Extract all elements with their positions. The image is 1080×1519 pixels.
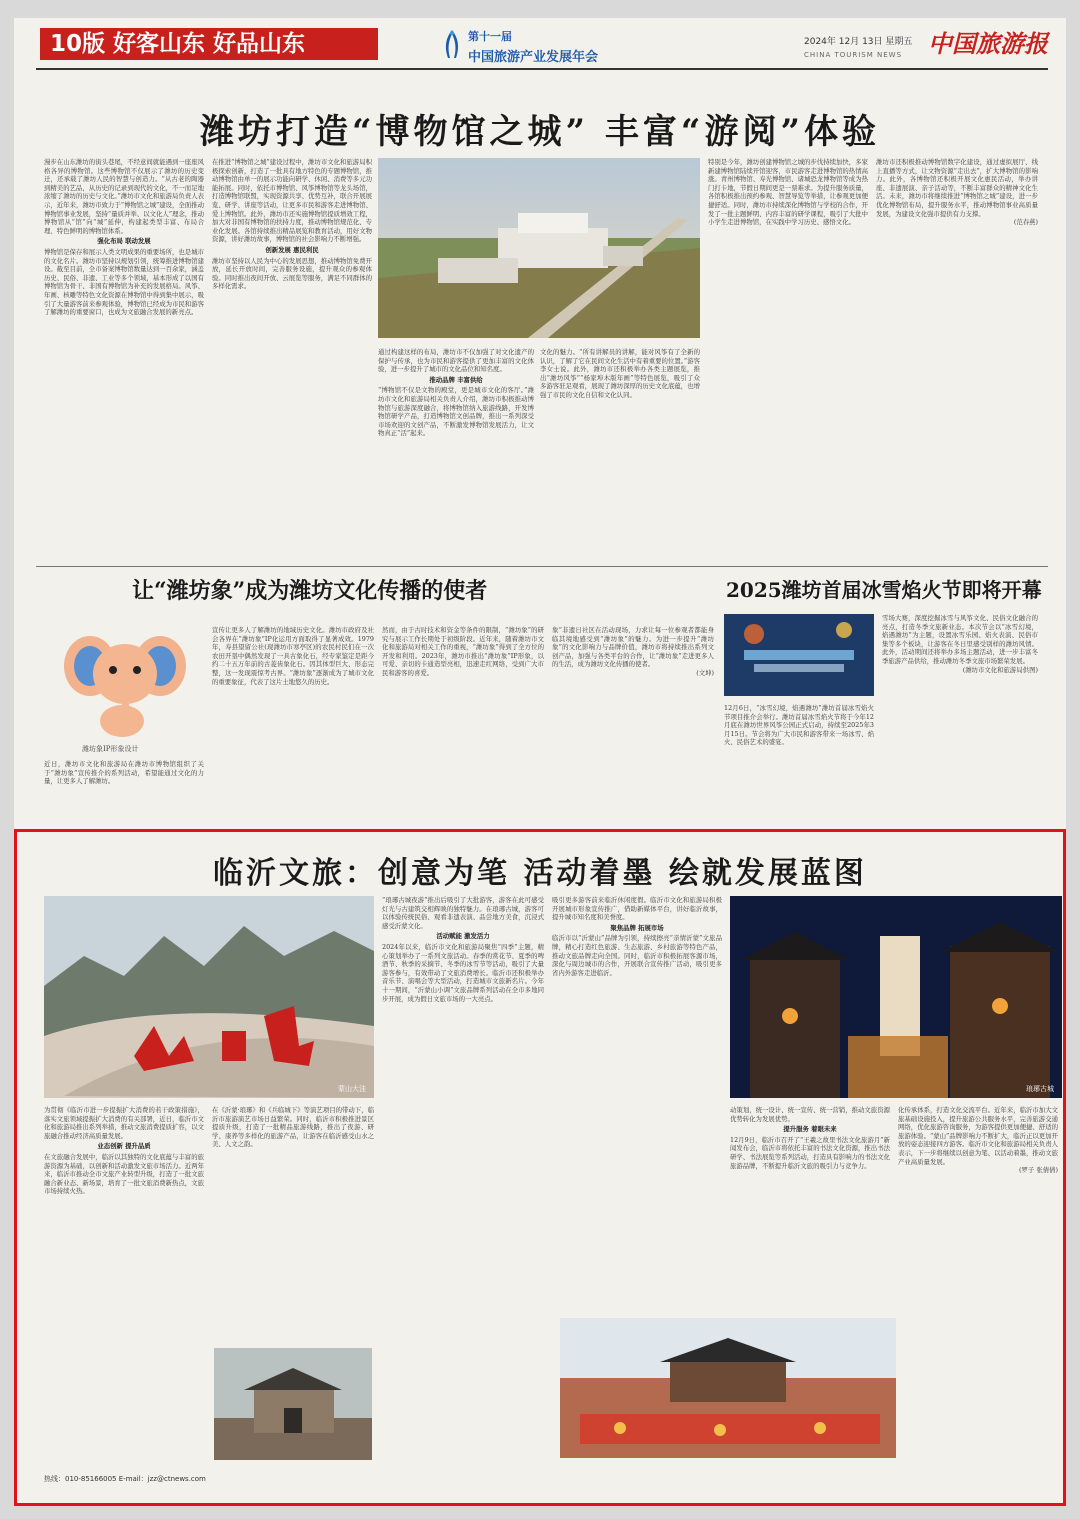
article1-column-4: 文化的魅力。“所有讲解员的讲解，能对风筝有了全新的认识，了解了它在民间文化生活中有着重要的位置。”游客李女士说。此外，潍坊市还积极举办各类主题展览，推出“潍坊风筝”“杨家埠木版年画”等特色展览，吸引了众多游客驻足观看，展现了潍坊深厚的历史文化底蕴，也增强了市民的文化自信和文化认同。 — [540, 348, 700, 399]
mascot-caption: 潍坊象IP形象设计 — [82, 745, 139, 753]
article4-column-1: 为贯彻《临沂市进一步提振扩大消费的若干政策措施》，落实文旅领域提振扩大消费的有关部署，近日，临沂市文化和旅游局推出系列举措，推动文旅消费提质扩容，以文旅融合推动经济高质量发展。 业态创新 提升品质 在文旅融合发展中，临沂以其独特的文化底蕴与丰富的旅游资源为基础，以创新和活动激发文旅市场活力。近两年来，临沂市推动全市文旅产业转型升级，打造了一批文旅融合新业态、新场景，培育了一批文旅消费新热点，文旅市场持续火热。 — [44, 1106, 204, 1196]
conference-logo-icon — [440, 28, 464, 62]
article1-rule — [36, 566, 1048, 567]
article4-column-6: 化传承体系，打造文化交流平台。近年来，临沂市加大文旅基础设施投入，提升旅游公共服务水平，完善旅游交通网络，优化旅游咨询服务，为游客提供更加便捷、舒适的旅游体验。“蒙山”品牌影响力不断扩大，临沂正以更加开放的姿态迎接四方游客。临沂市文化和旅游局相关负责人表示，下一步将继续以创意为笔、以活动着墨，推动文旅产业高质量发展。 (罗子 张倩倩) — [898, 1106, 1058, 1175]
article4-headline: 临沂文旅：创意为笔 活动着墨 绘就发展蓝图 — [213, 856, 867, 891]
mengshan-mountain-photo — [44, 896, 374, 1098]
masthead: 中国旅游报 — [928, 29, 1048, 58]
article1-column-2: 在推进“博物馆之城”建设过程中，潍坊市文化和旅游局积极探索创新，打造了一批具有地方特色的专题博物馆，推动博物馆由单一的展示功能向研学、休闲、消费等多元功能拓展。同时，依托市博物馆、风筝博物馆等龙头场馆，打造博物馆联盟，实现资源共享、优势互补，联合开展展览、研学、讲座等活动，让更多市民和游客走进博物馆、爱上博物馆。此外，潍坊市还实施博物馆提质增效工程，加大对非国有博物馆的扶持力度，推动博物馆规范化、专业化发展。各馆持续推出精品展览和教育活动，用好文物资源，讲好潍坊故事，博物馆的社会影响力不断增强。 创新发展 惠民利民 潍坊市坚持以人民为中心的发展思想，推动博物馆免费开放，延长开放时间，完善服务设施，提升观众的参观体验。同时推出夜间开放、云展览等服务，满足不同群体的多样化需求。 — [212, 158, 372, 291]
ice-snow-festival-poster — [724, 614, 874, 696]
newspaper-page — [14, 18, 1066, 1506]
article1-column-1: 漫步在山东潍坊的街头巷尾，不经意间就能遇到一座座风格各异的博物馆。这些博物馆不仅展示了潍坊的历史变迁，还承载了潍坊人民的智慧与创造力。“从古老的陶器到精美的艺品，从历史的记录到现代的文化，不一而足地浓缩了潍坊的历史与文化。”潍坊市文化和旅游局负责人表示，近年来，潍坊市致力于“博物馆之城”建设，全面推动博物馆事业发展，坚持“量质并举、以文化人”理念，推动博物馆从“馆”向“城”延伸，构建起类型丰富、布局合理、特色鲜明的博物馆体系。 强化布局 联动发展 博物馆是保存和展示人类文明成果的重要场所，也是城市的文化名片。潍坊市坚持以规划引领，统筹推进博物馆建设。截至目前，全市备案博物馆数量达到一百余家，涵盖历史、民俗、非遗、工业等多个领域，基本形成了以国有博物馆为骨干、非国有博物馆为补充的发展格局。风筝、年画、核雕等特色文化资源在博物馆中得到集中展示，吸引了大量游客前来参观体验，博物馆已经成为市民和游客了解潍坊的重要窗口，也成为文旅融合发展的新亮点。 — [44, 158, 204, 317]
article2-column-3: 然而，由于古时技术和资金等条件的限制，“潍坊象”的研究与展示工作长期处于初级阶段。近年来，随着潍坊市文化和旅游局对相关工作的重视，“潍坊象”得到了全方位的开发和利用。2023年，潍坊市推出“潍坊象”IP形象，以可爱、亲切的卡通造型亮相，迅速走红网络，受到广大市民和游客的喜爱。 — [382, 626, 544, 677]
footer-contact: 热线：010-85166005 E-mail：jzz@ctnews.com — [44, 1475, 206, 1483]
festival-performance-photo — [560, 1318, 896, 1458]
article1-headline: 潍坊打造“博物馆之城” 丰富“游阅”体验 — [199, 112, 881, 152]
article2-column-2: 宣传让更多人了解潍坊的地域历史文化。潍坊市政府及社会各界在“潍坊象”IP化运用方面取得了显著成效。1979年，寿县望留公社(现潍坊市寒亭区)的农民村民们在一次农田开垦中偶然发现了一具古象化石，经专家鉴定是距今约二十五万年前的古菱齿象化石。因其体型巨大、形态完整，这一发现震惊考古界。“潍坊象”逐渐成为了城市文化的重要象征，代表了这片土地悠久的历史。 — [212, 626, 374, 686]
article3-column-1: 12月6日，“冰雪幻境，焰遇潍坊”潍坊首届冰雪焰火节项目推介会举行。潍坊首届冰雪焰火节将于今年12月底在潍坊世界风筝公园正式启动，持续至2025年3月15日。节会将为广大市民和游客带来一场冰雪、焰火、民俗艺术的盛宴。 — [724, 704, 874, 747]
weifang-elephant-mascot — [50, 626, 200, 741]
issue-date: 2024年 12月 13日 星期五 CHINA TOURISM NEWS — [804, 37, 913, 59]
article1-column-3: 通过构建这样的布局，潍坊市不仅加强了对文化遗产的保护与传承，也为市民和游客提供了更加丰富的文化体验，进一步提升了城市的文化品位和知名度。 推动品牌 丰富供给 “博物馆不仅是文物的殿堂，更是城市文化的客厅。”潍坊市文化和旅游局相关负责人介绍，潍坊市积极推动博物馆与旅游深度融合，将博物馆纳入旅游线路，开发博物馆研学产品，打造博物馆文创品牌，推出一系列深受市场欢迎的文创产品，不断激发博物馆发展活力，让文物真正“活”起来。 — [378, 348, 534, 438]
header-rule — [36, 68, 1048, 70]
article4-column-4: 吸引更多游客前来临沂休闲度假。临沂市文化和旅游局积极开展城市形象宣传推广，借助新媒体平台，讲好临沂故事，提升城市知名度和美誉度。 聚焦品牌 拓展市场 临沂市以“沂蒙山”品牌为引领，持续擦亮“亲情沂蒙”文旅品牌，精心打造红色旅游、生态旅游、乡村旅游等特色产品，推动文旅品牌走向全国。同时，临沂市积极拓展客源市场，深化与周边城市的合作，开展联合宣传推广活动，吸引更多省内外游客走进临沂。 — [552, 896, 722, 977]
conference-title: 第十一届 中国旅游产业发展年会 — [468, 30, 599, 65]
article4-column-3: “琅琊古城夜游”推出后吸引了大批游客，游客在此可感受灯光与古建筑交相辉映的独特魅力。在琅琊古城，游客可以体验传统民俗、观看非遗表演、品尝地方美食，沉浸式感受沂蒙文化。 活动赋能 激发活力 2024年以来，临沂市文化和旅游局聚焦“四季”主题，精心策划举办了一系列文旅活动。春季的赏花节、夏季的啤酒节、秋季的采摘节、冬季的冰雪节等活动，吸引了大量游客参与，有效带动了文旅消费增长。临沂市还积极举办音乐节、演唱会等大型活动，打造城市文旅新名片。今年十一期间，“沂蒙山小调”文旅品牌系列活动在全市多地同步开展，成为假日文旅市场的一大亮点。 — [382, 896, 544, 1003]
article2-column-1: 近日，潍坊市文化和旅游局在潍坊市博物馆组织了关于“潍坊象”宣传推介的系列活动，希望能通过文化的力量，让更多人了解潍坊。 — [44, 760, 204, 786]
left-photo-caption: 蒙山大洼 — [338, 1085, 366, 1093]
article3-column-2: 雪场大赛，深度挖掘冰雪与风筝文化、民俗文化融合的亮点，打造冬季文旅新业态。本次节会以“冰雪幻境，焰遇潍坊”为主题，设置冰雪乐园、焰火表演、民俗市集等多个板块，让游客在冬日里感受别样的潍坊风情。此外，活动期间还将举办多场主题活动，进一步丰富冬季旅游产品供给，推动潍坊冬季文旅市场繁荣发展。 (潍坊市文化和旅游局供图) — [882, 614, 1038, 674]
edition-banner: 10版 好客山东 好品山东 — [40, 28, 378, 60]
page-header — [14, 18, 1066, 66]
right-photo-caption: 琅琊古城 — [1026, 1085, 1054, 1093]
article2-column-4: 象“非遗日社区在活动现场，力求让每一位参观者都能身临其境地感受到“潍坊象”的魅力。为进一步提升“潍坊象”的文化影响力与品牌价值，潍坊市将持续推出系列文创产品，加强与各类平台的合作，让“潍坊象”走进更多人的生活，成为潍坊文化传播的使者。 (文坤) — [552, 626, 714, 677]
article2-headline: 让“潍坊象”成为潍坊文化传播的使者 — [132, 578, 488, 604]
article1-column-6: 潍坊市还积极推动博物馆数字化建设，通过虚拟展厅、线上直播等方式，让文物资源“走出去”，扩大博物馆的影响力。此外，各博物馆还积极开展文化惠民活动，举办讲座、非遗展演、亲子活动等，不断丰富群众的精神文化生活。未来，潍坊市将继续推进“博物馆之城”建设，进一步优化博物馆布局，提升服务水平，推动博物馆事业高质量发展，为建设文化强市提供有力支撑。 (范春燕) — [876, 158, 1038, 227]
ancient-gate-photo — [214, 1348, 372, 1460]
langya-ancient-city-night-photo — [730, 896, 1062, 1098]
article3-headline: 2025潍坊首届冰雪焰火节即将开幕 — [726, 578, 1042, 602]
article4-column-5: 动策划，统一设计、统一宣传、统一营销，推动文旅资源优势转化为发展优势。 提升服务 着眼未来 12月9日，临沂市召开了“王羲之故里书法文化旅游月”新闻发布会，临沂市将依托丰富的书法文化资源，推出书法研学、书法展览等系列活动，打造具有影响力的书法文化旅游品牌，不断提升临沂文旅的吸引力与竞争力。 — [730, 1106, 890, 1170]
museum-aerial-photo — [378, 158, 700, 338]
article1-column-5: 特别是今年，潍坊创建博物馆之城的步伐持续加快，多家新建博物馆陆续开馆迎客，市民游客走进博物馆的热情高涨。青州博物馆、寿光博物馆、诸城恐龙博物馆等成为热门打卡地，节假日期间更是一票难求。为提升服务质量，各馆积极推出预约参观、智慧导览等举措，让参观更加便捷舒适。同时，潍坊市持续深化博物馆与学校的合作，开发了一批主题鲜明、内容丰富的研学课程，吸引了大批中小学生走进博物馆，在实践中学习历史、感悟文化。 — [708, 158, 868, 227]
article4-column-2: 在《沂蒙·琅琊》和《兵临城下》等演艺项目的带动下，临沂市旅游演艺市场日益繁荣。同时，临沂市积极推进景区提质升级，打造了一批精品旅游线路，推出了夜游、研学、康养等多样化的旅游产品，让游客在临沂感受山水之美、人文之韵。 — [212, 1106, 374, 1149]
